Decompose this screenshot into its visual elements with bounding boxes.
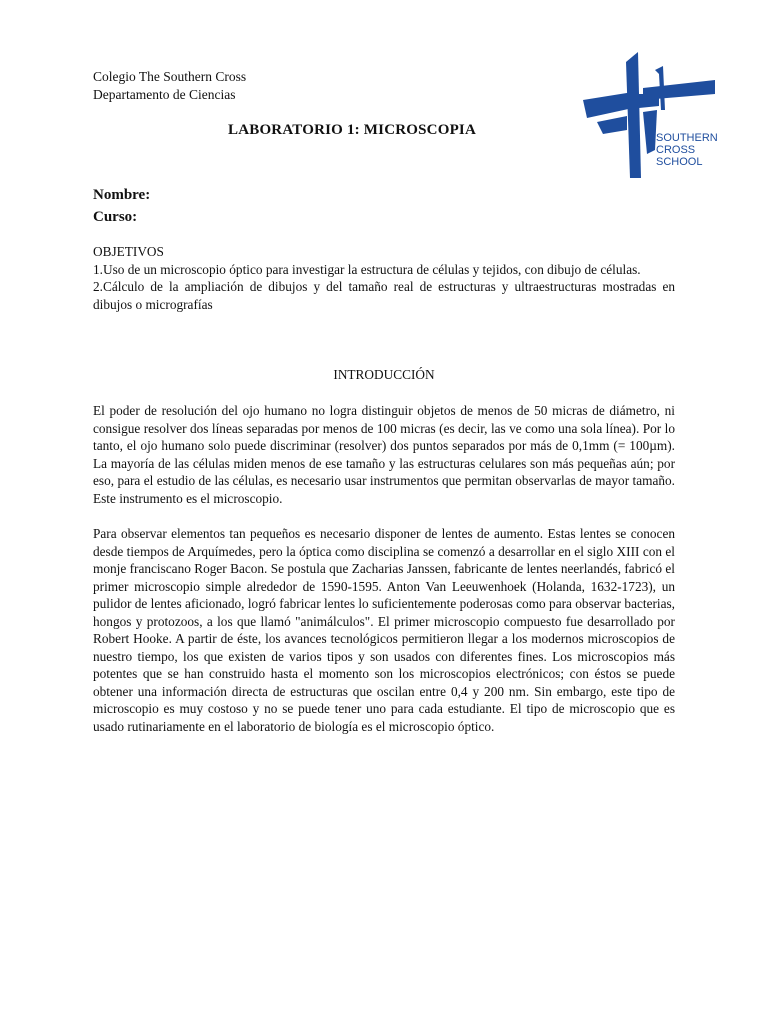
- student-fields: [93, 184, 150, 228]
- school-header: [93, 68, 246, 104]
- logo-text-line3: SCHOOL: [656, 156, 703, 168]
- objectives-heading: OBJETIVOS: [93, 244, 164, 259]
- department-name: Departamento de Ciencias: [93, 87, 236, 102]
- introduction-heading: INTRODUCCIÓN: [333, 367, 435, 382]
- page-title: LABORATORIO 1: MICROSCOPIA: [228, 122, 476, 138]
- objectives-section: [93, 243, 675, 313]
- southern-cross-logo-icon: [583, 50, 718, 180]
- logo-text-line2: CROSS: [656, 144, 696, 156]
- logo-text-line1: SOUTHERN: [656, 132, 718, 144]
- introduction-paragraph-1: El poder de resolución del ojo humano no logra distinguir objetos de menos de 50 micras de diámetro, ni consigue resolver dos líneas separadas por menos de 100 micras (es decir, las ve como una sola línea). Por lo tanto, el ojo humano solo puede discriminar (resolver) dos puntos separados por más de 0,1mm (= 100µm). La mayoría de las células miden menos de ese tamaño y las estructuras celulares son más pequeñas aún; por eso, para el estudio de las células, es necesario usar instrumentos que permitan observarlas de mayor tamaño. Este instrumento es el microscopio.: [93, 403, 675, 506]
- school-name: Colegio The Southern Cross: [93, 69, 247, 84]
- course-label: Curso:: [93, 209, 138, 225]
- introduction-paragraph-2: Para observar elementos tan pequeños es necesario disponer de lentes de aumento. Estas lentes se conocen desde tiempos de Arquímedes, pero la óptica como disciplina se comenzó a desarrollar en el siglo XIII con el monje franciscano Roger Bacon. Se postula que Zacharias Janssen, fabricante de lentes neerlandés, fabricó el primer microscopio simple alrededor de 1590-1595. Anton Van Leeuwenhoek (Holanda, 1632-1723), un pulidor de lentes aficionado, logró fabricar lentes lo suficientemente poderosas como para observar bacterias, hongos y protozoos, a los que llamó "animálculos". El primer microscopio compuesto fue desarrollado por Robert Hooke. A partir de éste, los avances tecnológicos permitieron llegar a los modernos microscopios de nuestro tiempo, los que existen de varios tipos y son usados con diferentes fines. Los microscopios más potentes que se han construido hasta el momento son los microscopios electrónicos; con éstos se puede obtener una información directa de estructuras que oscilan entre 0,4 y 200 nm. Sin embargo, este tipo de microscopio es muy costoso y no se puede tener uno para cada estudiante. El tipo de microscopio que es usado rutinariamente en el laboratorio de biología es el microscopio óptico.: [93, 526, 675, 734]
- objective-item-2: 2.Cálculo de la ampliación de dibujos y del tamaño real de estructuras y ultraestructuras mostradas en dibujos o micrografías: [93, 279, 675, 312]
- name-label: Nombre:: [93, 187, 151, 203]
- objective-item-1: 1.Uso de un microscopio óptico para investigar la estructura de células y tejidos, con dibujo de células.: [93, 261, 641, 277]
